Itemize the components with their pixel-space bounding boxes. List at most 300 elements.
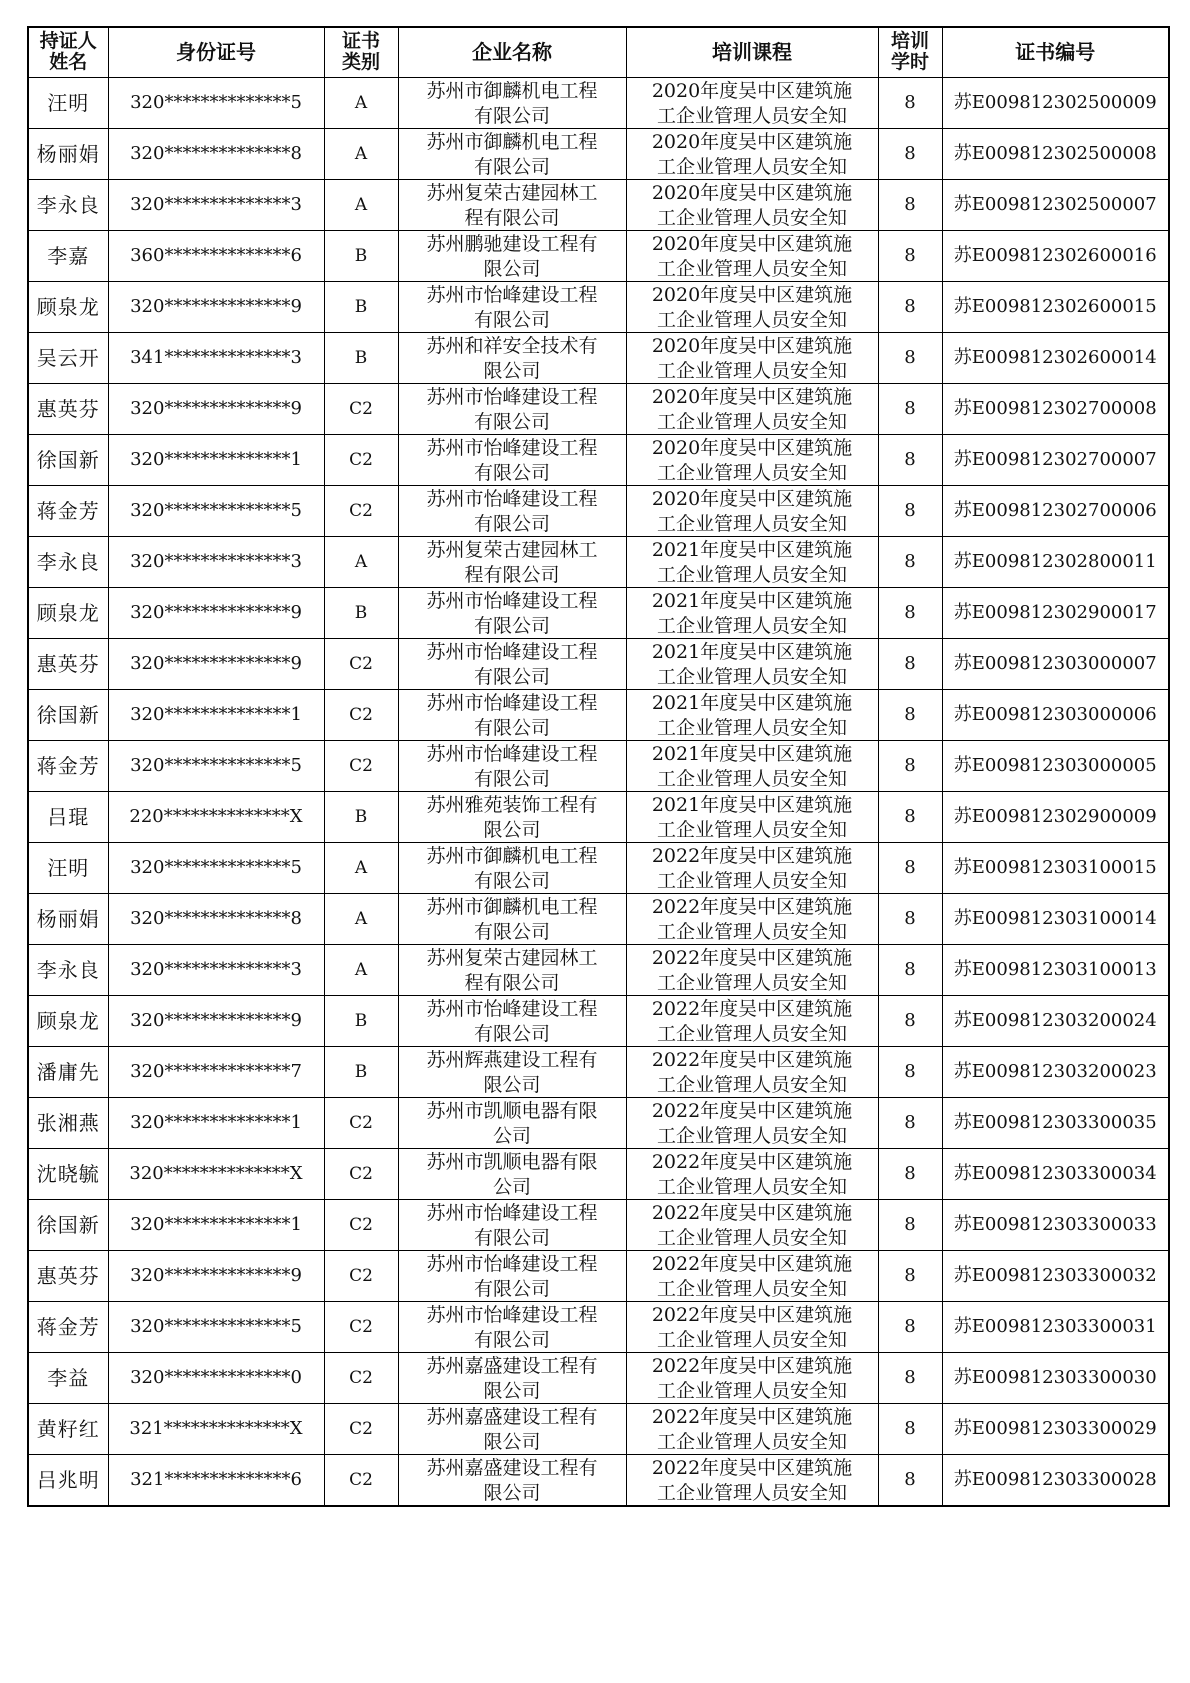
cell-company bbox=[398, 281, 626, 332]
cell-hours: 8 bbox=[878, 1454, 942, 1506]
certificate-table-container bbox=[27, 26, 1170, 1507]
cell-cert-number: 苏E009812303000007 bbox=[942, 638, 1169, 689]
cell-course-line: 2021年度吴中区建筑施 bbox=[651, 742, 853, 765]
cell-company-line: 苏州雅苑装饰工程有 bbox=[426, 793, 598, 816]
cell-course-line: 工企业管理人员安全知 bbox=[656, 767, 847, 790]
table-row bbox=[28, 536, 1169, 587]
cell-company-line: 苏州辉燕建设工程有 bbox=[426, 1048, 598, 1071]
cell-id-number: 341**************3 bbox=[108, 332, 324, 383]
cell-company bbox=[398, 332, 626, 383]
cell-company bbox=[398, 77, 626, 128]
cell-hours: 8 bbox=[878, 1352, 942, 1403]
cell-company bbox=[398, 1352, 626, 1403]
cell-cert-category: B bbox=[324, 791, 398, 842]
cell-course bbox=[626, 332, 878, 383]
cell-company-line: 限公司 bbox=[483, 1379, 541, 1402]
cell-course bbox=[626, 1148, 878, 1199]
cell-hours: 8 bbox=[878, 740, 942, 791]
cell-course bbox=[626, 740, 878, 791]
cell-company bbox=[398, 1148, 626, 1199]
cell-company bbox=[398, 179, 626, 230]
cell-company-line: 苏州市怡峰建设工程 bbox=[426, 385, 598, 408]
cell-company-clip bbox=[399, 537, 626, 587]
table-row bbox=[28, 332, 1169, 383]
cell-hours: 8 bbox=[878, 128, 942, 179]
cell-course-line: 2022年度吴中区建筑施 bbox=[651, 1201, 853, 1224]
cell-course-line: 工企业管理人员安全知 bbox=[656, 104, 847, 127]
header-hours bbox=[878, 27, 942, 77]
cell-course-line: 工企业管理人员安全知 bbox=[656, 1328, 847, 1351]
cell-cert-category: B bbox=[324, 587, 398, 638]
cell-company-line: 苏州市御麟机电工程 bbox=[426, 844, 598, 867]
cell-course-line: 2022年度吴中区建筑施 bbox=[651, 1354, 853, 1377]
cell-company-line: 程有限公司 bbox=[464, 563, 560, 586]
cell-holder-name: 顾泉龙 bbox=[28, 995, 108, 1046]
cell-company bbox=[398, 893, 626, 944]
cell-company-line: 苏州和祥安全技术有 bbox=[426, 334, 598, 357]
cell-cert-category: C2 bbox=[324, 1301, 398, 1352]
cell-course-clip bbox=[627, 129, 878, 179]
cell-holder-name: 潘庸先 bbox=[28, 1046, 108, 1097]
table-body bbox=[28, 77, 1169, 1506]
cell-course-clip bbox=[627, 1098, 878, 1148]
cell-holder-name: 汪明 bbox=[28, 77, 108, 128]
cell-course-line: 2020年度吴中区建筑施 bbox=[651, 181, 853, 204]
cell-cert-category: A bbox=[324, 842, 398, 893]
cell-company-line: 苏州鹏驰建设工程有 bbox=[426, 232, 598, 255]
cell-company bbox=[398, 1097, 626, 1148]
cell-company-clip bbox=[399, 435, 626, 485]
cell-company-line: 有限公司 bbox=[473, 869, 550, 892]
cell-company bbox=[398, 1454, 626, 1506]
cell-company-clip bbox=[399, 1455, 626, 1505]
cell-company-line: 苏州市怡峰建设工程 bbox=[426, 589, 598, 612]
cell-course bbox=[626, 434, 878, 485]
cell-holder-name: 黄籽红 bbox=[28, 1403, 108, 1454]
cell-company bbox=[398, 485, 626, 536]
cell-course bbox=[626, 1454, 878, 1506]
cell-id-number: 320**************X bbox=[108, 1148, 324, 1199]
cell-course-line: 工企业管理人员安全知 bbox=[656, 1073, 847, 1096]
cell-course bbox=[626, 1250, 878, 1301]
cell-company-line: 苏州嘉盛建设工程有 bbox=[426, 1354, 598, 1377]
cell-course-line: 2021年度吴中区建筑施 bbox=[651, 691, 853, 714]
cell-course-line: 工企业管理人员安全知 bbox=[656, 155, 847, 178]
cell-company-clip bbox=[399, 1149, 626, 1199]
cell-id-number: 320**************5 bbox=[108, 485, 324, 536]
cell-cert-number: 苏E009812303000005 bbox=[942, 740, 1169, 791]
cell-cert-number: 苏E009812302900017 bbox=[942, 587, 1169, 638]
cell-course-line: 2020年度吴中区建筑施 bbox=[651, 232, 853, 255]
cell-id-number: 320**************0 bbox=[108, 1352, 324, 1403]
cell-company-clip bbox=[399, 894, 626, 944]
cell-company-line: 苏州市怡峰建设工程 bbox=[426, 1252, 598, 1275]
cell-company-clip bbox=[399, 741, 626, 791]
cell-course bbox=[626, 230, 878, 281]
cell-company-line: 有限公司 bbox=[473, 1226, 550, 1249]
cell-cert-number: 苏E009812302500007 bbox=[942, 179, 1169, 230]
table-row bbox=[28, 128, 1169, 179]
cell-course-clip bbox=[627, 1047, 878, 1097]
cell-cert-number: 苏E009812302500009 bbox=[942, 77, 1169, 128]
cell-company-clip bbox=[399, 792, 626, 842]
cell-hours: 8 bbox=[878, 1046, 942, 1097]
cell-cert-number: 苏E009812303100013 bbox=[942, 944, 1169, 995]
cell-cert-number: 苏E009812303300028 bbox=[942, 1454, 1169, 1506]
cell-course-line: 2022年度吴中区建筑施 bbox=[651, 1405, 853, 1428]
cell-course-line: 2022年度吴中区建筑施 bbox=[651, 1303, 853, 1326]
cell-course-clip bbox=[627, 333, 878, 383]
table-row bbox=[28, 944, 1169, 995]
cell-company-line: 有限公司 bbox=[473, 767, 550, 790]
cell-course-line: 2022年度吴中区建筑施 bbox=[651, 844, 853, 867]
cell-company bbox=[398, 689, 626, 740]
cell-course-line: 2021年度吴中区建筑施 bbox=[651, 538, 853, 561]
cell-course-clip bbox=[627, 435, 878, 485]
cell-course-line: 工企业管理人员安全知 bbox=[656, 1481, 847, 1504]
cell-cert-category: B bbox=[324, 995, 398, 1046]
cell-course-clip bbox=[627, 996, 878, 1046]
header-hours-line1: 培训 bbox=[890, 30, 929, 53]
cell-company-clip bbox=[399, 384, 626, 434]
cell-cert-number: 苏E009812302900009 bbox=[942, 791, 1169, 842]
cell-company-line: 有限公司 bbox=[473, 461, 550, 484]
cell-course-clip bbox=[627, 1353, 878, 1403]
cell-course-line: 2021年度吴中区建筑施 bbox=[651, 589, 853, 612]
cell-company-line: 程有限公司 bbox=[464, 971, 560, 994]
cell-course bbox=[626, 638, 878, 689]
header-cert-category bbox=[324, 27, 398, 77]
cell-company-line: 苏州市怡峰建设工程 bbox=[426, 742, 598, 765]
cell-course-line: 工企业管理人员安全知 bbox=[656, 512, 847, 535]
cell-holder-name: 徐国新 bbox=[28, 1199, 108, 1250]
table-row bbox=[28, 791, 1169, 842]
cell-id-number: 360**************6 bbox=[108, 230, 324, 281]
table-row bbox=[28, 383, 1169, 434]
cell-holder-name: 徐国新 bbox=[28, 434, 108, 485]
header-cert-category-line2: 类别 bbox=[341, 51, 380, 74]
cell-course-line: 工企业管理人员安全知 bbox=[656, 563, 847, 586]
cell-company bbox=[398, 587, 626, 638]
cell-course-line: 2020年度吴中区建筑施 bbox=[651, 334, 853, 357]
cell-company-line: 苏州市怡峰建设工程 bbox=[426, 691, 598, 714]
cell-cert-category: B bbox=[324, 281, 398, 332]
cell-id-number: 320**************7 bbox=[108, 1046, 324, 1097]
cell-cert-category: A bbox=[324, 893, 398, 944]
cell-course-clip bbox=[627, 588, 878, 638]
cell-cert-category: A bbox=[324, 179, 398, 230]
cell-hours: 8 bbox=[878, 995, 942, 1046]
cell-holder-name: 顾泉龙 bbox=[28, 281, 108, 332]
cell-hours: 8 bbox=[878, 1097, 942, 1148]
cell-company-clip bbox=[399, 1353, 626, 1403]
cell-company-line: 限公司 bbox=[483, 1073, 541, 1096]
table-row bbox=[28, 230, 1169, 281]
cell-cert-category: C2 bbox=[324, 1403, 398, 1454]
cell-company bbox=[398, 791, 626, 842]
table-row bbox=[28, 281, 1169, 332]
cell-course-line: 2022年度吴中区建筑施 bbox=[651, 1099, 853, 1122]
cell-company-line: 有限公司 bbox=[473, 308, 550, 331]
cell-hours: 8 bbox=[878, 944, 942, 995]
cell-id-number: 321**************X bbox=[108, 1403, 324, 1454]
cell-cert-category: C2 bbox=[324, 689, 398, 740]
cell-course-clip bbox=[627, 537, 878, 587]
cell-company-line: 苏州市怡峰建设工程 bbox=[426, 640, 598, 663]
cell-cert-category: C2 bbox=[324, 1250, 398, 1301]
table-row bbox=[28, 1352, 1169, 1403]
cell-course-line: 工企业管理人员安全知 bbox=[656, 971, 847, 994]
cell-course bbox=[626, 995, 878, 1046]
cell-course-line: 工企业管理人员安全知 bbox=[656, 1022, 847, 1045]
cell-cert-number: 苏E009812303300035 bbox=[942, 1097, 1169, 1148]
cell-course-line: 工企业管理人员安全知 bbox=[656, 1430, 847, 1453]
table-row bbox=[28, 1403, 1169, 1454]
cell-company-clip bbox=[399, 588, 626, 638]
cell-course-line: 工企业管理人员安全知 bbox=[656, 461, 847, 484]
cell-course-clip bbox=[627, 1251, 878, 1301]
cell-id-number: 320**************5 bbox=[108, 1301, 324, 1352]
cell-holder-name: 李益 bbox=[28, 1352, 108, 1403]
table-row bbox=[28, 434, 1169, 485]
cell-company-line: 有限公司 bbox=[473, 104, 550, 127]
cell-course-clip bbox=[627, 1149, 878, 1199]
cell-holder-name: 徐国新 bbox=[28, 689, 108, 740]
cell-hours: 8 bbox=[878, 791, 942, 842]
cell-holder-name: 杨丽娟 bbox=[28, 128, 108, 179]
cell-company-clip bbox=[399, 1302, 626, 1352]
cell-course-line: 工企业管理人员安全知 bbox=[656, 1175, 847, 1198]
cell-company-line: 苏州复荣古建园林工 bbox=[426, 946, 598, 969]
cell-cert-category: A bbox=[324, 128, 398, 179]
cell-holder-name: 蒋金芳 bbox=[28, 1301, 108, 1352]
table-row bbox=[28, 1250, 1169, 1301]
cell-company-line: 苏州市怡峰建设工程 bbox=[426, 436, 598, 459]
header-holder-name-line2: 姓名 bbox=[49, 51, 88, 74]
table-header-row bbox=[28, 27, 1169, 77]
cell-cert-number: 苏E009812303300030 bbox=[942, 1352, 1169, 1403]
cell-company-line: 公司 bbox=[492, 1124, 531, 1147]
cell-company bbox=[398, 434, 626, 485]
cell-holder-name: 惠英芬 bbox=[28, 383, 108, 434]
table-row bbox=[28, 77, 1169, 128]
cell-hours: 8 bbox=[878, 383, 942, 434]
cell-hours: 8 bbox=[878, 689, 942, 740]
cell-company-clip bbox=[399, 1047, 626, 1097]
cell-course bbox=[626, 77, 878, 128]
cell-holder-name: 吴云开 bbox=[28, 332, 108, 383]
cell-course-line: 工企业管理人员安全知 bbox=[656, 614, 847, 637]
cell-holder-name: 蒋金芳 bbox=[28, 485, 108, 536]
cell-company bbox=[398, 383, 626, 434]
cell-company bbox=[398, 1046, 626, 1097]
cell-company-line: 苏州市凯顺电器有限 bbox=[426, 1150, 598, 1173]
cell-company-line: 苏州市凯顺电器有限 bbox=[426, 1099, 598, 1122]
table-row bbox=[28, 179, 1169, 230]
cell-cert-category: C2 bbox=[324, 383, 398, 434]
cell-holder-name: 汪明 bbox=[28, 842, 108, 893]
cell-course bbox=[626, 128, 878, 179]
cell-cert-number: 苏E009812303300031 bbox=[942, 1301, 1169, 1352]
cell-holder-name: 李嘉 bbox=[28, 230, 108, 281]
table-row bbox=[28, 740, 1169, 791]
table-row bbox=[28, 1046, 1169, 1097]
cell-course-line: 2021年度吴中区建筑施 bbox=[651, 793, 853, 816]
header-cert-number: 证书编号 bbox=[942, 27, 1169, 77]
cell-company-clip bbox=[399, 996, 626, 1046]
cell-course-clip bbox=[627, 741, 878, 791]
cell-course-line: 工企业管理人员安全知 bbox=[656, 359, 847, 382]
cell-course-line: 工企业管理人员安全知 bbox=[656, 206, 847, 229]
cell-company bbox=[398, 1250, 626, 1301]
cell-company bbox=[398, 995, 626, 1046]
cell-cert-number: 苏E009812303300029 bbox=[942, 1403, 1169, 1454]
cell-company-line: 有限公司 bbox=[473, 1328, 550, 1351]
cell-holder-name: 惠英芬 bbox=[28, 1250, 108, 1301]
table-row bbox=[28, 842, 1169, 893]
cell-company-clip bbox=[399, 1200, 626, 1250]
header-holder-name bbox=[28, 27, 108, 77]
cell-company-line: 程有限公司 bbox=[464, 206, 560, 229]
cell-hours: 8 bbox=[878, 485, 942, 536]
cell-course-line: 2022年度吴中区建筑施 bbox=[651, 895, 853, 918]
cell-hours: 8 bbox=[878, 587, 942, 638]
cell-holder-name: 张湘燕 bbox=[28, 1097, 108, 1148]
cell-course-line: 2020年度吴中区建筑施 bbox=[651, 436, 853, 459]
cell-company-clip bbox=[399, 639, 626, 689]
cell-hours: 8 bbox=[878, 1250, 942, 1301]
cell-company-clip bbox=[399, 180, 626, 230]
header-hours-line2: 学时 bbox=[890, 51, 929, 74]
cell-company-line: 有限公司 bbox=[473, 155, 550, 178]
cell-company-clip bbox=[399, 843, 626, 893]
cell-company-line: 有限公司 bbox=[473, 614, 550, 637]
cell-company-clip bbox=[399, 282, 626, 332]
cell-company-line: 苏州市怡峰建设工程 bbox=[426, 997, 598, 1020]
cell-id-number: 320**************9 bbox=[108, 281, 324, 332]
cell-id-number: 320**************9 bbox=[108, 995, 324, 1046]
cell-company bbox=[398, 536, 626, 587]
cell-id-number: 320**************1 bbox=[108, 1199, 324, 1250]
cell-company-line: 限公司 bbox=[483, 818, 541, 841]
cell-company-clip bbox=[399, 1098, 626, 1148]
cell-company-line: 公司 bbox=[492, 1175, 531, 1198]
cell-course-clip bbox=[627, 1302, 878, 1352]
cell-course-line: 2020年度吴中区建筑施 bbox=[651, 487, 853, 510]
cell-course-line: 2022年度吴中区建筑施 bbox=[651, 946, 853, 969]
cell-course-clip bbox=[627, 894, 878, 944]
cell-course-line: 2022年度吴中区建筑施 bbox=[651, 1252, 853, 1275]
cell-course-clip bbox=[627, 843, 878, 893]
cell-id-number: 320**************3 bbox=[108, 179, 324, 230]
cell-course-line: 工企业管理人员安全知 bbox=[656, 257, 847, 280]
cell-company-clip bbox=[399, 1251, 626, 1301]
cell-company-line: 有限公司 bbox=[473, 716, 550, 739]
cell-hours: 8 bbox=[878, 536, 942, 587]
cell-cert-number: 苏E009812303200024 bbox=[942, 995, 1169, 1046]
cell-holder-name: 沈晓毓 bbox=[28, 1148, 108, 1199]
cell-cert-number: 苏E009812302700008 bbox=[942, 383, 1169, 434]
cell-id-number: 320**************1 bbox=[108, 689, 324, 740]
cell-hours: 8 bbox=[878, 1301, 942, 1352]
cell-cert-category: C2 bbox=[324, 1148, 398, 1199]
cell-course-clip bbox=[627, 1404, 878, 1454]
cell-course-line: 2022年度吴中区建筑施 bbox=[651, 1048, 853, 1071]
cell-cert-number: 苏E009812302700007 bbox=[942, 434, 1169, 485]
cell-course-clip bbox=[627, 1200, 878, 1250]
cell-course bbox=[626, 587, 878, 638]
cell-cert-category: C2 bbox=[324, 1352, 398, 1403]
cell-course-line: 工企业管理人员安全知 bbox=[656, 1379, 847, 1402]
cell-company bbox=[398, 1403, 626, 1454]
cell-course-line: 工企业管理人员安全知 bbox=[656, 716, 847, 739]
cell-company-line: 苏州嘉盛建设工程有 bbox=[426, 1456, 598, 1479]
cell-company-line: 苏州市怡峰建设工程 bbox=[426, 487, 598, 510]
cell-cert-number: 苏E009812303100014 bbox=[942, 893, 1169, 944]
cell-hours: 8 bbox=[878, 1148, 942, 1199]
cell-hours: 8 bbox=[878, 893, 942, 944]
cell-cert-number: 苏E009812302600014 bbox=[942, 332, 1169, 383]
cell-company-line: 限公司 bbox=[483, 359, 541, 382]
cell-course bbox=[626, 1352, 878, 1403]
cell-company-clip bbox=[399, 129, 626, 179]
cell-course-line: 工企业管理人员安全知 bbox=[656, 920, 847, 943]
cell-id-number: 320**************1 bbox=[108, 1097, 324, 1148]
cell-cert-number: 苏E009812303300033 bbox=[942, 1199, 1169, 1250]
cell-id-number: 220**************X bbox=[108, 791, 324, 842]
cell-company-line: 有限公司 bbox=[473, 512, 550, 535]
cell-cert-category: B bbox=[324, 230, 398, 281]
cell-company-line: 苏州市御麟机电工程 bbox=[426, 895, 598, 918]
cell-course-line: 工企业管理人员安全知 bbox=[656, 818, 847, 841]
cell-company-clip bbox=[399, 333, 626, 383]
table-row bbox=[28, 1097, 1169, 1148]
cell-company-clip bbox=[399, 945, 626, 995]
cell-course-clip bbox=[627, 639, 878, 689]
cell-holder-name: 李永良 bbox=[28, 536, 108, 587]
cell-course-clip bbox=[627, 78, 878, 128]
cell-hours: 8 bbox=[878, 638, 942, 689]
cell-company-line: 有限公司 bbox=[473, 665, 550, 688]
cell-company bbox=[398, 944, 626, 995]
cell-company bbox=[398, 128, 626, 179]
cell-course-line: 2021年度吴中区建筑施 bbox=[651, 640, 853, 663]
cell-course bbox=[626, 536, 878, 587]
cell-course-line: 工企业管理人员安全知 bbox=[656, 869, 847, 892]
cell-company bbox=[398, 740, 626, 791]
cell-cert-number: 苏E009812303300032 bbox=[942, 1250, 1169, 1301]
table-row bbox=[28, 995, 1169, 1046]
cell-cert-number: 苏E009812303000006 bbox=[942, 689, 1169, 740]
cell-company-line: 苏州市怡峰建设工程 bbox=[426, 283, 598, 306]
cell-company-clip bbox=[399, 690, 626, 740]
cell-id-number: 320**************9 bbox=[108, 383, 324, 434]
cell-holder-name: 顾泉龙 bbox=[28, 587, 108, 638]
cell-course-line: 2020年度吴中区建筑施 bbox=[651, 130, 853, 153]
cell-id-number: 320**************5 bbox=[108, 842, 324, 893]
cell-course-line: 工企业管理人员安全知 bbox=[656, 1277, 847, 1300]
cell-course-line: 工企业管理人员安全知 bbox=[656, 1226, 847, 1249]
cell-id-number: 320**************9 bbox=[108, 638, 324, 689]
cell-cert-category: C2 bbox=[324, 1199, 398, 1250]
cell-company-line: 有限公司 bbox=[473, 1022, 550, 1045]
cell-holder-name: 李永良 bbox=[28, 179, 108, 230]
table-row bbox=[28, 893, 1169, 944]
cell-cert-category: B bbox=[324, 1046, 398, 1097]
cell-company bbox=[398, 230, 626, 281]
cell-id-number: 321**************6 bbox=[108, 1454, 324, 1506]
cell-course-line: 工企业管理人员安全知 bbox=[656, 308, 847, 331]
